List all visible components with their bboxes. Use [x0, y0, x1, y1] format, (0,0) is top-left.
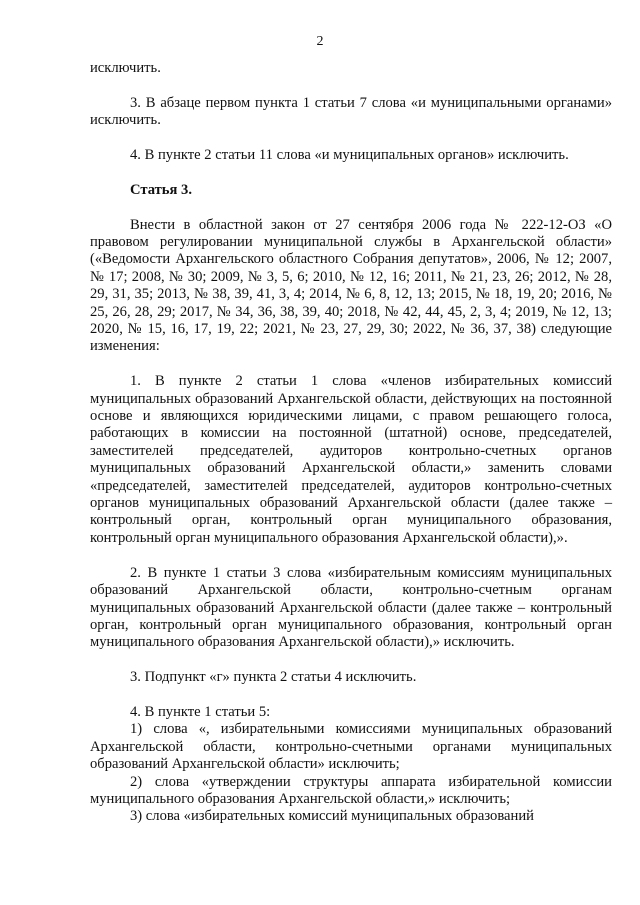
paragraph-continuation: исключить.	[90, 60, 161, 76]
page-number: 2	[316, 34, 324, 49]
paragraph-amendment-4: 4. В пункте 1 статьи 5:	[130, 703, 271, 720]
paragraph-amendment-1: 1. В пункте 2 статьи 1 слова «членов избирательных комиссий муниципальных образований Архангельской области, действующих на постоянной основе и являющихся юридическими лицами, с правом решающего голоса, работающих в комиссии на постоянной (штатной) основе, председателей, заместителей председателей, аудиторов контрольно-счетных органов муниципальных образований Архангельской области,» заменить словами «председателей, заместителей председателей, аудиторов контрольно-счетных органов муниципальных образований Архангельской области (далее также – контрольный орган, контрольный орган муниципального образования, контрольный орган муниципального образования Архангельской области),».	[90, 373, 612, 546]
subitem-3: 3) слова «избирательных комиссий муниципальных образований	[130, 808, 534, 825]
article-heading: Статья 3.	[130, 181, 192, 198]
document-body	[90, 60, 612, 826]
paragraph-item-4: 4. В пункте 2 статьи 11 слова «и муниципальных органов» исключить.	[130, 147, 569, 163]
paragraph-item-3: 3. В абзаце первом пункта 1 статьи 7 слова «и муниципальными органами» исключить.	[90, 94, 612, 129]
subitem-2: 2) слова «утверждении структуры аппарата избирательной комиссии муниципального образования Архангельской области,» исключить;	[90, 773, 612, 807]
subitem-1: 1) слова «, избирательными комиссиями муниципальных образований Архангельской области, контрольно-счетными органами муниципальных образований Архангельской области» исключить;	[90, 721, 612, 773]
paragraph-intro: Внести в областной закон от 27 сентября 2006 года № 222-12-ОЗ «О правовом регулировании муниципальной службы в Архангельской области» («Ведомости Архангельского областного Собрания депутатов», 2006, № 12; 2007, № 17; 2008, № 30; 2009, № 3, 5, 6; 2010, № 12, 16; 2011, № 21, 23, 26; 2012, № 28, 29, 31, 35; 2013, № 38, 39, 41, 3, 4; 2014, № 6, 8, 12, 13; 2015, № 18, 19, 20; 2016, № 25, 26, 28, 29; 2017, № 34, 36, 38, 39, 40; 2018, № 42, 44, 45, 2, 3, 4; 2019, № 12, 13; 2020, № 15, 16, 17, 19, 22; 2021, № 23, 27, 29, 30; 2022, № 36, 37, 38) следующие изменения:	[90, 216, 612, 355]
paragraph-amendment-3: 3. Подпункт «г» пункта 2 статьи 4 исключить.	[130, 669, 417, 686]
paragraph-amendment-2: 2. В пункте 1 статьи 3 слова «избирательным комиссиям муниципальных образований Архангельской области, контрольно-счетным органам муниципальных образований Архангельской области (далее также – контрольный орган, контрольный орган муниципального образования, контрольный орган муниципального образования Архангельской области),» исключить.	[90, 564, 612, 651]
